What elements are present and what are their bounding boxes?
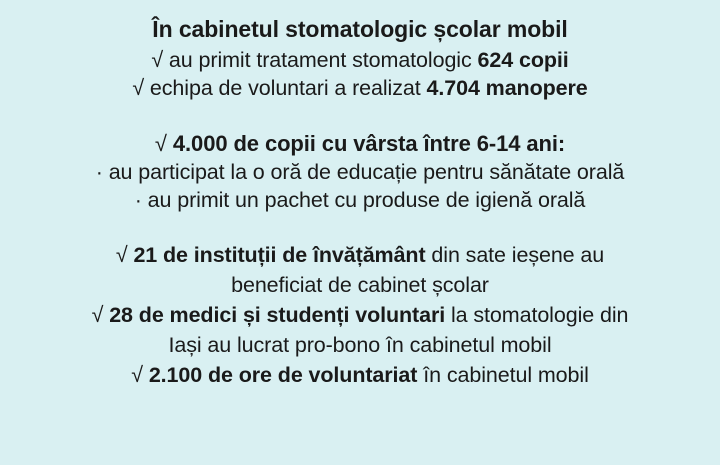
treated-children-prefix: √ au primit tratament stomatologic xyxy=(151,48,478,72)
treated-children-count: 624 copii xyxy=(477,48,569,72)
procedures-count: 4.704 manopere xyxy=(426,76,588,100)
volunteers-check: √ xyxy=(91,303,110,327)
stat-line-hours xyxy=(18,360,702,390)
stat-line-treated-children xyxy=(18,46,702,74)
education-heading-text: 4.000 de copii cu vârsta între 6-14 ani: xyxy=(172,131,566,156)
volunteers-suffix: la stomatologie din xyxy=(445,303,629,327)
volunteers-count: 28 de medici și studenți voluntari xyxy=(109,303,446,327)
poster-title: În cabinetul stomatologic școlar mobil xyxy=(152,16,568,42)
education-bullet-two: · au primit un pachet cu produse de igienă orală xyxy=(134,188,586,212)
stats-block-treatments xyxy=(18,46,702,102)
stat-line-institutions xyxy=(18,240,702,270)
institutions-check: √ xyxy=(115,243,134,267)
hours-count: 2.100 de ore de voluntariat xyxy=(148,363,418,387)
stat-line-volunteers-cont: Iași au lucrat pro-bono în cabinetul mobil xyxy=(168,333,552,357)
institutions-suffix: din sate ieșene au xyxy=(425,243,605,267)
education-heading-check: √ xyxy=(154,131,173,156)
stats-block-education xyxy=(18,130,702,214)
hours-suffix: în cabinetul mobil xyxy=(417,363,589,387)
stat-line-volunteers xyxy=(18,300,702,330)
procedures-prefix: √ echipa de voluntari a realizat xyxy=(132,76,427,100)
education-heading xyxy=(18,130,702,158)
education-bullet-one: · au participat la o oră de educație pentru sănătate orală xyxy=(95,160,625,184)
institutions-count: 21 de instituții de învățământ xyxy=(133,243,426,267)
stat-line-institutions-cont: beneficiat de cabinet școlar xyxy=(231,273,489,297)
hours-check: √ xyxy=(131,363,149,387)
stats-block-institutions xyxy=(18,240,702,390)
stat-line-procedures xyxy=(18,74,702,102)
